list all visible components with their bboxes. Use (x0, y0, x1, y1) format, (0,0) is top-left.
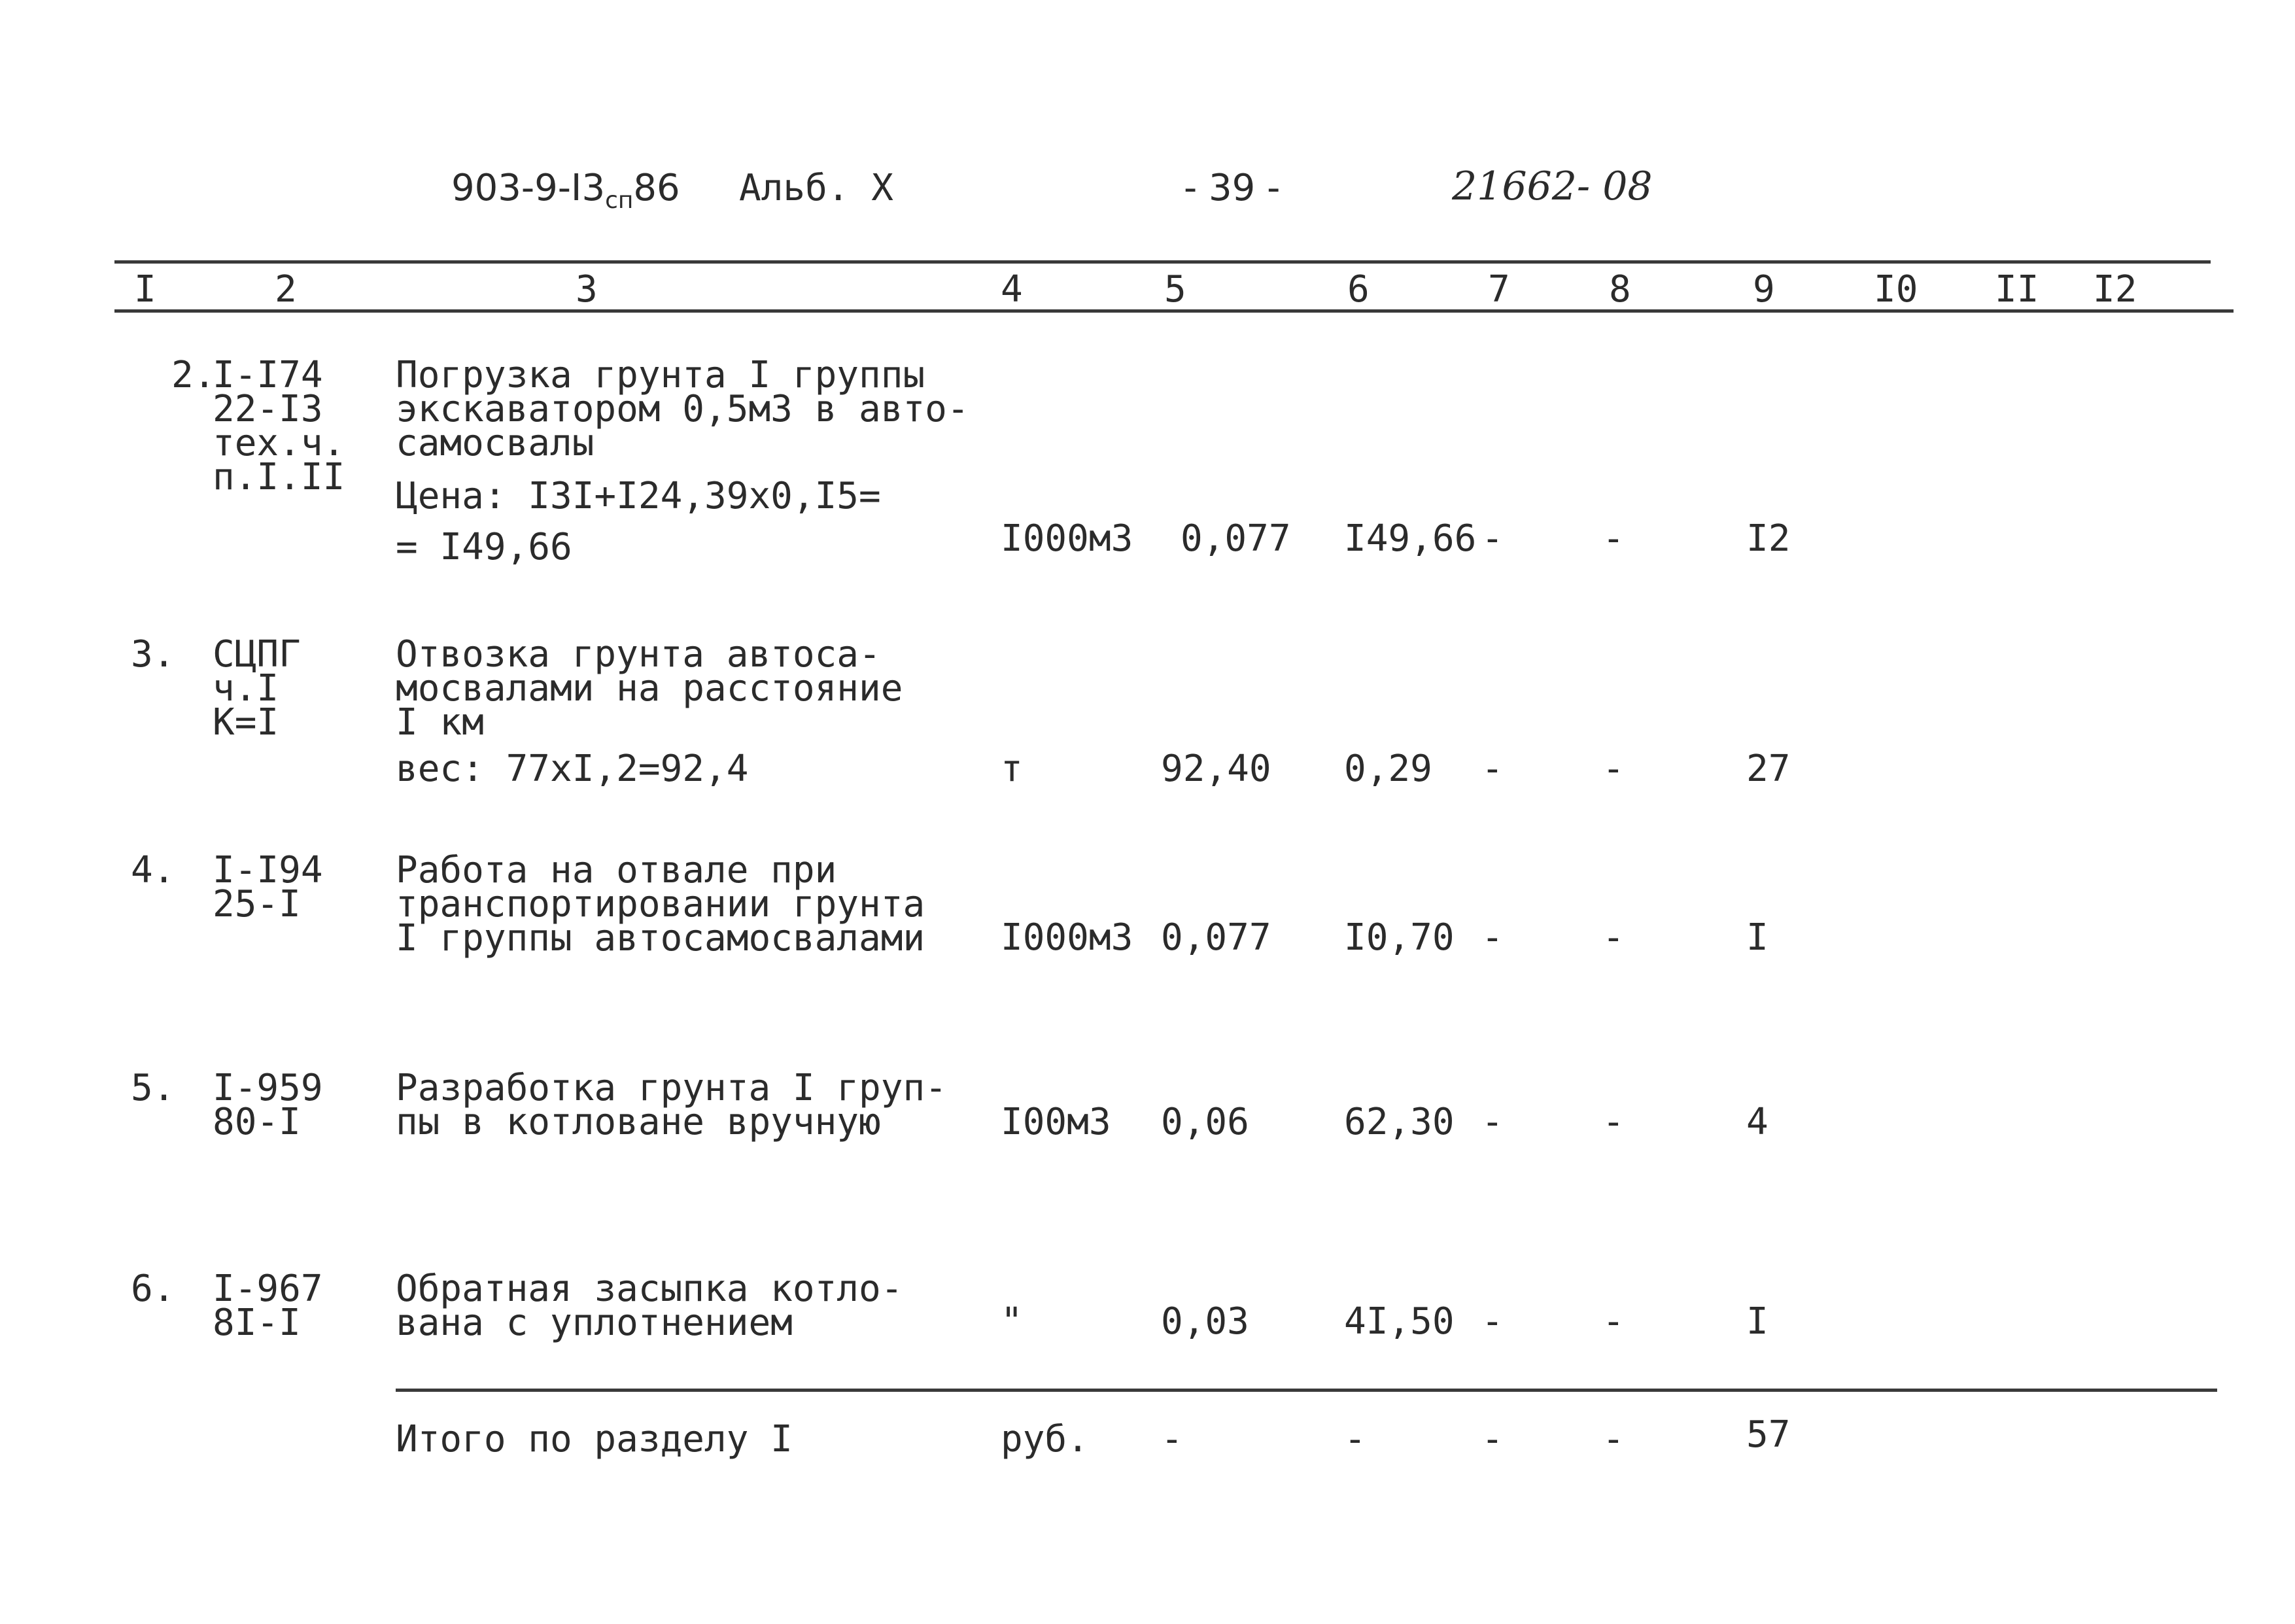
row-unit: I000м3 (1001, 517, 1133, 560)
desc-line: I км (396, 701, 484, 744)
row-code (213, 849, 323, 925)
row-col9: I (1746, 1300, 1769, 1343)
desc-line: Отвозка грунта автоса- (396, 633, 881, 676)
desc-line: самосвалы (396, 422, 595, 464)
row-code (213, 354, 345, 498)
code-line: 80-I (213, 1101, 301, 1143)
desc-line: мосвалами на расстояние (396, 667, 903, 710)
row-number: 5. (131, 1067, 175, 1109)
code-line: I-I74 (213, 354, 323, 396)
row-description (396, 633, 903, 744)
total-col9: 57 (1746, 1413, 1791, 1456)
row-col7: - (1481, 1300, 1504, 1343)
code-line: СЦПГ (213, 633, 301, 676)
row-col9: I (1746, 916, 1769, 959)
col-12: I2 (2093, 268, 2137, 311)
col-2: 2 (275, 268, 297, 311)
row-number: 4. (131, 849, 175, 891)
row-code (213, 633, 301, 744)
row-price: I49,66 (1344, 517, 1477, 560)
desc-line: экскаватором 0,5м3 в авто- (396, 388, 969, 430)
row-col8: - (1602, 517, 1625, 560)
row-number: 3. (131, 633, 175, 676)
code-line: I-959 (213, 1067, 323, 1109)
total-qty: - (1161, 1418, 1183, 1460)
row-col8: - (1602, 748, 1625, 790)
row-unit: т (1001, 748, 1023, 790)
code-line: I-I94 (213, 849, 323, 891)
row-code (213, 1067, 323, 1143)
total-col7: - (1481, 1418, 1504, 1460)
desc-line: Погрузка грунта I группы (396, 354, 925, 396)
row-price: 4I,50 (1344, 1300, 1455, 1343)
album-label: Альб. X (739, 167, 894, 209)
code-line: К=I (213, 701, 279, 744)
top-rule (114, 260, 2211, 264)
row-qty: 0,03 (1161, 1300, 1249, 1343)
code-line: тех.ч. (213, 422, 345, 464)
desc-line: Работа на отвале при (396, 849, 837, 891)
col-10: I0 (1874, 268, 1918, 311)
row-col7: - (1481, 517, 1504, 560)
code-line: п.I.II (213, 456, 345, 498)
doc-code-suffix: 86 (633, 167, 680, 209)
row-number: 6. (131, 1268, 175, 1310)
row-unit: I00м3 (1001, 1101, 1111, 1143)
row-col9: I2 (1746, 517, 1791, 560)
row-price: I0,70 (1344, 916, 1455, 959)
row-unit: " (1001, 1300, 1023, 1343)
col-11: II (1995, 268, 2039, 311)
row-col7: - (1481, 916, 1504, 959)
total-rule (396, 1389, 2217, 1392)
doc-code-prefix: 903-9-I3 (451, 167, 606, 209)
desc-line: транспортировании грунта (396, 883, 925, 925)
row-description (396, 1067, 947, 1143)
row-price: 62,30 (1344, 1101, 1455, 1143)
row-qty: 92,40 (1161, 748, 1271, 790)
row-col7: - (1481, 1101, 1504, 1143)
desc-line: пы в котловане вручную (396, 1101, 881, 1143)
desc-line: вана с уплотнением (396, 1302, 793, 1344)
desc-line: I группы автосамосвалами (396, 917, 925, 959)
row-col8: - (1602, 916, 1625, 959)
row-col9: 4 (1746, 1101, 1769, 1143)
col-1: I (134, 268, 156, 311)
col-6: 6 (1347, 268, 1370, 311)
col-9: 9 (1753, 268, 1775, 311)
row-description (396, 849, 925, 959)
code-line: 25-I (213, 883, 301, 925)
note-line: Цена: I3I+I24,39х0,I5= (396, 475, 881, 517)
note-line: = I49,66 (396, 526, 572, 568)
row-col9: 27 (1746, 748, 1791, 790)
row-unit: I000м3 (1001, 916, 1133, 959)
col-8: 8 (1609, 268, 1631, 311)
row-code (213, 1268, 323, 1344)
total-price: - (1344, 1418, 1366, 1460)
total-col8: - (1602, 1418, 1625, 1460)
total-label: Итого по разделу I (396, 1418, 793, 1460)
code-line: 22-I3 (213, 388, 323, 430)
col-4: 4 (1001, 268, 1023, 311)
row-note: вес: 77хI,2=92,4 (396, 748, 749, 790)
row-description (396, 354, 969, 464)
col-7: 7 (1488, 268, 1510, 311)
row-number: 2. (171, 354, 216, 396)
row-col8: - (1602, 1300, 1625, 1343)
desc-line: Разработка грунта I груп- (396, 1067, 947, 1109)
code-line: 8I-I (213, 1302, 301, 1344)
page-number: - 39 - (1184, 167, 1281, 209)
doc-code (451, 167, 680, 214)
row-qty: 0,06 (1161, 1101, 1249, 1143)
row-price: 0,29 (1344, 748, 1432, 790)
row-col8: - (1602, 1101, 1625, 1143)
row-description (396, 1268, 903, 1344)
row-col7: - (1481, 748, 1504, 790)
handwritten-number: 21662- 08 (1452, 164, 1653, 209)
desc-line: Обратная засыпка котло- (396, 1268, 903, 1310)
row-note (396, 471, 881, 573)
row-qty: 0,077 (1161, 916, 1271, 959)
col-3: 3 (576, 268, 598, 311)
col-5: 5 (1164, 268, 1186, 311)
code-line: ч.I (213, 667, 279, 710)
row-qty: 0,077 (1181, 517, 1291, 560)
code-line: I-967 (213, 1268, 323, 1310)
doc-code-sub: сп (605, 187, 634, 214)
total-unit: руб. (1001, 1418, 1089, 1460)
